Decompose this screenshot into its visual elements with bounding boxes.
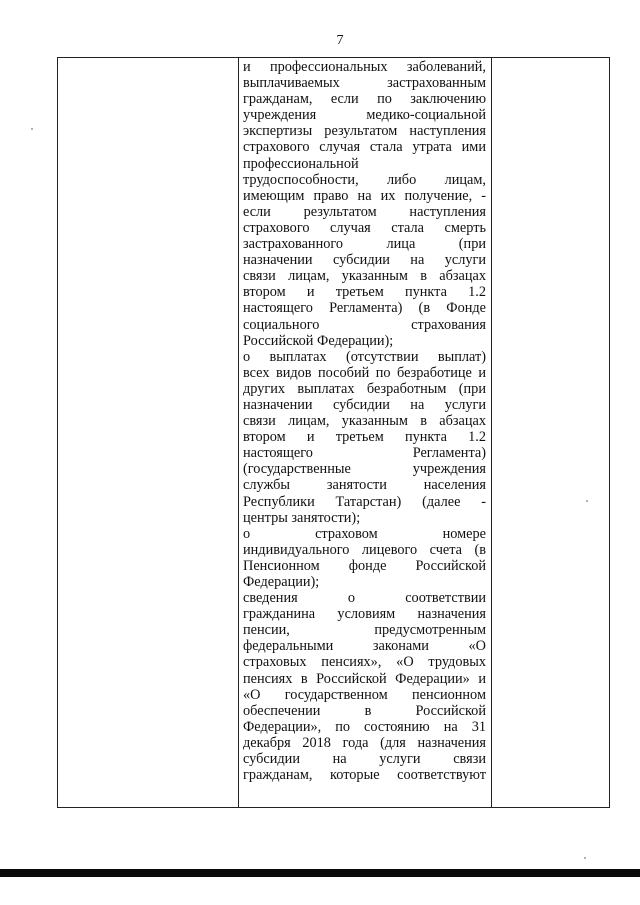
text-line: страхового случая стала утрата ими	[243, 139, 486, 156]
text-line: «О государственном пенсионном	[243, 686, 486, 703]
text-line: назначении субсидии на услуги	[243, 396, 486, 413]
scan-speck	[584, 857, 586, 859]
text-line: застрахованного лица (при	[243, 236, 486, 253]
text-line: сведения о соответствии	[243, 590, 486, 607]
text-line: настоящего Регламента)	[243, 445, 486, 462]
table-middle-column-text	[243, 59, 486, 783]
text-line: декабря 2018 года (для назначения	[243, 734, 486, 751]
text-line: пенсии, предусмотренным	[243, 622, 486, 639]
text-line: Федерации», по состоянию на 31	[243, 718, 486, 735]
text-line: Российской Федерации);	[243, 332, 394, 349]
text-line: страхового случая стала смерть	[243, 219, 486, 236]
text-line: назначении субсидии на услуги	[243, 252, 486, 269]
text-line: гражданам, которые соответствуют	[243, 767, 486, 784]
text-line: федеральными законами «О	[243, 638, 486, 655]
text-line: центры занятости);	[243, 509, 361, 526]
text-line: индивидуального лицевого счета (в	[243, 541, 486, 558]
text-line: обеспечении в Российской	[243, 702, 486, 719]
text-line: выплачиваемых застрахованным	[243, 75, 486, 92]
text-line: связи лицам, указанным в абзацах	[243, 413, 486, 430]
text-line: о выплатах (отсутствии выплат)	[243, 348, 486, 365]
text-line: Федерации);	[243, 574, 320, 590]
text-line: трудоспособности, либо лицам,	[243, 171, 486, 188]
text-line: о страховом номере	[243, 525, 486, 542]
text-line: гражданина условиям назначения	[243, 606, 486, 623]
text-line: имеющим право на их получение, -	[243, 187, 486, 204]
text-line: учреждения медико-социальной	[243, 107, 486, 124]
text-line: службы занятости населения	[243, 477, 486, 494]
text-line: социального страхования	[243, 316, 486, 333]
text-line: (государственные учреждения	[243, 461, 486, 478]
table-column-divider-right	[491, 58, 492, 807]
scan-speck	[31, 128, 33, 130]
text-line: всех видов пособий по безработице и	[243, 364, 486, 381]
scan-speck	[586, 500, 588, 502]
scan-bottom-edge	[0, 869, 640, 877]
text-line: втором и третьем пункта 1.2	[243, 284, 486, 301]
text-line: связи лицам, указанным в абзацах	[243, 268, 486, 285]
table-column-divider-left	[238, 58, 239, 807]
text-line: пенсиях в Российской Федерации» и	[243, 670, 486, 687]
text-line: втором и третьем пункта 1.2	[243, 429, 486, 446]
text-line: и профессиональных заболеваний,	[243, 59, 486, 75]
text-line: субсидии на услуги связи	[243, 751, 486, 768]
text-line: других выплатах безработным (при	[243, 380, 486, 397]
text-line: экспертизы результатом наступления	[243, 123, 486, 140]
text-line: Пенсионном фонде Российской	[243, 557, 486, 574]
document-table	[57, 57, 610, 808]
page-number: 7	[336, 33, 344, 48]
text-line: страховых пенсиях», «О трудовых	[243, 654, 486, 671]
text-line: Республики Татарстан) (далее -	[243, 493, 486, 510]
text-line: гражданам, если по заключению	[243, 91, 486, 108]
text-line: профессиональной	[243, 155, 359, 172]
text-line: настоящего Регламента) (в Фонде	[243, 300, 486, 317]
text-line: если результатом наступления	[243, 203, 486, 220]
